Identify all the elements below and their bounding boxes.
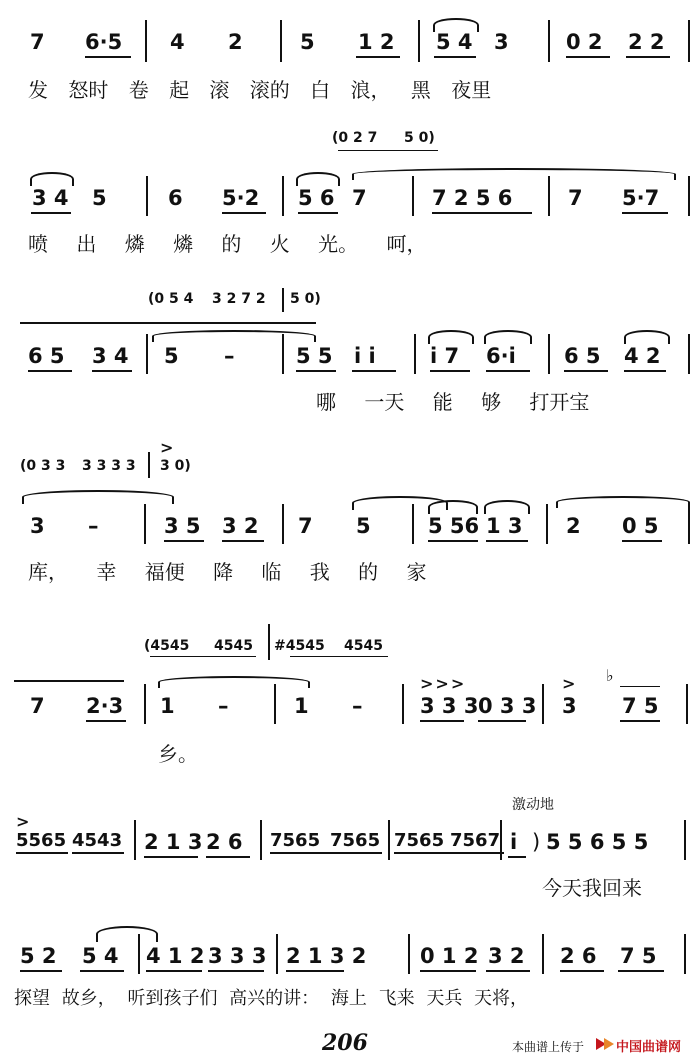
note: 7 2 5 6 [432, 186, 513, 210]
note: 1 2 [358, 30, 395, 54]
note: 5·7 [622, 186, 660, 210]
note: 6 [168, 186, 183, 210]
note: 5 [164, 344, 179, 368]
note: 2 6 [560, 944, 597, 968]
barline [548, 334, 550, 374]
underline [420, 970, 476, 972]
underline [146, 970, 202, 972]
note: 5 [300, 30, 315, 54]
underline [92, 370, 132, 372]
underline [428, 540, 478, 542]
barline [684, 934, 686, 974]
note: 3 3 3 [208, 944, 267, 968]
note: 2·3 [86, 694, 124, 718]
barline [500, 820, 502, 860]
note: i 7 [430, 344, 460, 368]
parenthetical-notes: 5 0) [290, 291, 321, 307]
slur [428, 330, 474, 344]
barline [144, 684, 146, 724]
underline [508, 856, 526, 858]
note: – [88, 514, 99, 538]
underline [432, 212, 532, 214]
note: 2 6 [206, 830, 243, 854]
note: 1 [160, 694, 175, 718]
barline [412, 176, 414, 216]
note: 3 4 [92, 344, 129, 368]
barline [408, 934, 410, 974]
barline [688, 20, 690, 62]
underline [566, 56, 610, 58]
note: 7 [568, 186, 583, 210]
barline [280, 20, 282, 62]
barline [276, 934, 278, 974]
tie [158, 676, 310, 688]
note: 5 4 [82, 944, 119, 968]
parenthetical-notes: 5 0) [404, 130, 435, 146]
note: 3 2 [488, 944, 525, 968]
barline [146, 176, 148, 216]
accent-mark: > [16, 812, 30, 831]
upload-note: 本曲谱上传于 [512, 1040, 585, 1054]
parenthetical-notes: (4545 [144, 638, 190, 654]
slur [484, 500, 530, 514]
underline [486, 370, 530, 372]
note: 4 [170, 30, 185, 54]
lyric-line: 今天我回来 [542, 876, 642, 900]
barline [268, 624, 270, 660]
barline [144, 504, 146, 544]
underline [622, 540, 662, 542]
underline [222, 540, 264, 542]
note: 3 3 3 [420, 694, 479, 718]
note: 5·2 [222, 186, 260, 210]
underline [298, 212, 338, 214]
underline [430, 370, 470, 372]
note: 6 5 [564, 344, 601, 368]
barline [282, 334, 284, 374]
lyric-line: 库， 幸 福便 降 临 我 的 家 [28, 560, 427, 584]
underline [164, 540, 204, 542]
note: 0 1 2 [420, 944, 479, 968]
note: 7 [352, 186, 367, 210]
note: 7 5 [620, 944, 657, 968]
note: 5 5 [296, 344, 333, 368]
underline [394, 852, 504, 854]
barline [688, 176, 690, 216]
lyric-line: 喷 出 燐 燐 的 火 光。 呵， [28, 232, 427, 256]
barline [414, 334, 416, 374]
note: 3 [562, 694, 577, 718]
barline [146, 334, 148, 374]
note: 5 6 [298, 186, 335, 210]
barline [548, 176, 550, 216]
slur [296, 172, 340, 186]
barline [145, 20, 147, 62]
note: 5 [92, 186, 107, 210]
tempo-marking: 激动地 [512, 797, 554, 813]
barline [684, 820, 686, 860]
tie [352, 168, 676, 180]
barline [548, 20, 550, 62]
lyric-line: 哪 一天 能 够 打开宝 [316, 390, 590, 414]
underline [270, 852, 382, 854]
underline [622, 212, 668, 214]
site-logo-text[interactable]: 中国曲谱网 [616, 1040, 682, 1055]
barline [542, 684, 544, 724]
accent-mark: > [562, 674, 576, 693]
underline [86, 720, 126, 722]
note: 6·5 [85, 30, 123, 54]
note: 6 5 [28, 344, 65, 368]
barline [546, 504, 548, 544]
bracket-close: ) [532, 830, 541, 854]
slur [484, 330, 532, 344]
parenthetical-notes: 3 2 7 2 [212, 291, 266, 307]
note: 3 5 [164, 514, 201, 538]
underline [206, 856, 250, 858]
underline [144, 856, 198, 858]
barline [148, 452, 150, 478]
underline [352, 370, 396, 372]
note: 2 2 [628, 30, 665, 54]
note: 5 2 [20, 944, 57, 968]
note: 7 [30, 30, 45, 54]
underline [286, 970, 344, 972]
underline [486, 540, 528, 542]
note: 2 [228, 30, 243, 54]
underline [626, 56, 670, 58]
parenthetical-notes: 3 0) [160, 458, 191, 474]
underline [620, 686, 660, 687]
barline [388, 820, 390, 860]
note: 2 [566, 514, 581, 538]
underline [356, 56, 400, 58]
parenthetical-notes: #4545 [274, 638, 325, 654]
note: 7567 [450, 830, 501, 851]
underline [31, 212, 71, 214]
barline [260, 820, 262, 860]
underline [338, 150, 438, 151]
underline [208, 970, 264, 972]
page-number: 206 [322, 1030, 368, 1056]
barline [542, 934, 544, 974]
note: 4 1 2 [146, 944, 205, 968]
underline [20, 970, 62, 972]
note: 7 [30, 694, 45, 718]
accent-mark: > [160, 438, 174, 457]
note: 7 [298, 514, 313, 538]
underline [620, 720, 660, 722]
note: 3 [494, 30, 509, 54]
underline [296, 370, 336, 372]
barline [688, 334, 690, 374]
parenthetical-notes: 3 3 3 3 [82, 458, 136, 474]
barline [138, 934, 140, 974]
note: 5 5 6 5 5 [546, 830, 649, 854]
underline [222, 212, 266, 214]
barline [686, 684, 688, 724]
note: 7565 [270, 830, 321, 851]
barline [412, 504, 414, 544]
underline [290, 656, 388, 657]
note: 5 56 [428, 514, 480, 538]
note: – [224, 344, 235, 368]
note: 7565 [330, 830, 381, 851]
lyric-line: 探望 故乡， 听到孩子们 高兴的讲： 海上 飞来 天兵 天将， [14, 988, 529, 1009]
staff-rule [20, 322, 316, 324]
underline [85, 56, 131, 58]
slur [624, 330, 670, 344]
note: 1 3 [486, 514, 523, 538]
note: – [352, 694, 363, 718]
underline [564, 370, 608, 372]
underline [560, 970, 604, 972]
note: 0 5 [622, 514, 659, 538]
note: 0 3 3 [478, 694, 537, 718]
slur [96, 926, 158, 942]
parenthetical-notes: 4545 [214, 638, 253, 654]
note: i [510, 830, 518, 854]
underline [624, 370, 666, 372]
barline [274, 684, 276, 724]
parenthetical-notes: (0 2 7 [332, 130, 378, 146]
flat-sign: ♭ [606, 666, 614, 685]
note: 3 4 [32, 186, 69, 210]
note: 5 4 [436, 30, 473, 54]
note: 6·i [486, 344, 516, 368]
note: 7565 [394, 830, 445, 851]
barline [282, 176, 284, 216]
underline [28, 370, 72, 372]
note: 5 [356, 514, 371, 538]
note: 5565 [16, 830, 67, 851]
underline [72, 852, 124, 854]
slur [30, 172, 74, 186]
underline [434, 56, 476, 58]
note: 1 [294, 694, 309, 718]
underline [150, 656, 256, 657]
tie [22, 490, 174, 504]
note: i i [354, 344, 376, 368]
underline [420, 720, 464, 722]
underline [486, 970, 530, 972]
barline [282, 504, 284, 544]
underline [16, 852, 68, 854]
slur [428, 500, 478, 514]
note: 3 [30, 514, 45, 538]
barline [282, 288, 284, 312]
barline [418, 20, 420, 62]
note: – [218, 694, 229, 718]
accent-mark: >>> [420, 674, 467, 693]
barline [688, 504, 690, 544]
parenthetical-notes: (0 3 3 [20, 458, 66, 474]
note: 2 1 3 2 [286, 944, 367, 968]
note: 3 2 [222, 514, 259, 538]
underline [478, 720, 526, 722]
lyric-line: 乡。 [158, 742, 198, 766]
site-logo-icon [594, 1036, 616, 1052]
parenthetical-notes: 4545 [344, 638, 383, 654]
staff-rule [14, 680, 124, 682]
note: 4543 [72, 830, 123, 851]
parenthetical-notes: (0 5 4 [148, 291, 194, 307]
underline [80, 970, 124, 972]
note: 4 2 [624, 344, 661, 368]
tie [152, 330, 316, 342]
underline [618, 970, 664, 972]
note: 7 5 [622, 694, 659, 718]
note: 0 2 [566, 30, 603, 54]
barline [134, 820, 136, 860]
tie [556, 496, 690, 508]
barline [402, 684, 404, 724]
lyric-line: 发 怒时 卷 起 滚 滚的 白 浪， 黑 夜里 [28, 78, 492, 102]
note: 2 1 3 [144, 830, 203, 854]
